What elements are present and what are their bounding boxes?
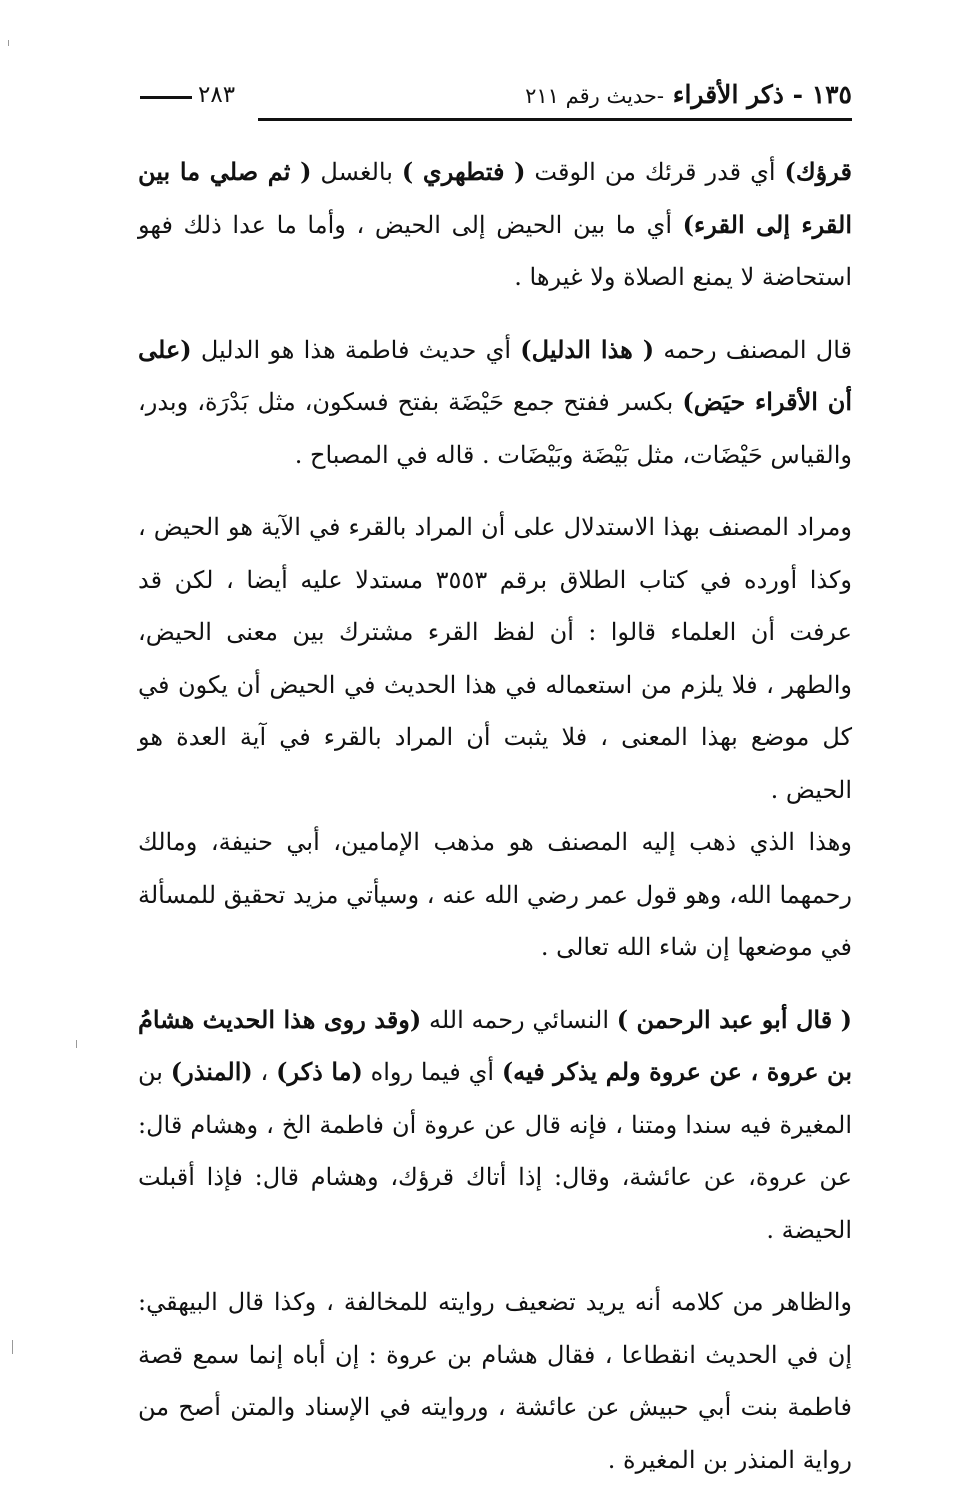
text-run: النسائي رحمه الله — [421, 1005, 617, 1034]
paragraph — [138, 501, 852, 816]
text-run: ( ثم صلي ما بين القرء إلى القرء) — [138, 157, 852, 239]
text-run: ( فتطهري ) — [401, 157, 526, 186]
text-run: بكسر ففتح جمع حَيْضَة بفتح فسكون، مثل بَدْرَة، وبدر، والقياس حَيْضَات، مثل بَيْضَة وبَيْضَات . قاله في المصباح . — [138, 388, 852, 469]
text-run: (على أن الأقراء حيَض) — [138, 334, 852, 416]
header-rule — [258, 118, 852, 121]
text-run: (المنذر) — [170, 1057, 253, 1086]
page-number: ٢٨٣ — [198, 82, 236, 108]
scan-mark — [12, 1340, 13, 1354]
text-run: (وقد روى هذا الحديث هشامُ بن عروة ، عن عروة ولم يذكر فيه) — [138, 1004, 852, 1086]
paragraph — [138, 816, 852, 974]
scan-mark — [76, 1040, 77, 1048]
text-run: أي قدر قرئك من الوقت — [525, 158, 785, 186]
text-run: وهذا الذي ذهب إليه المصنف هو مذهب الإمامين، أبي حنيفة، ومالك رحمهما الله، وهو قول عمر رضي الله عنه ، وسيأتي مزيد تحقيق للمسألة في موضعها إن شاء الله تعالى . — [138, 828, 852, 961]
text-run: أي ما بين الحيض إلى الحيض ، وأما ما عدا ذلك فهو استحاضة لا يمنع الصلاة ولا غيرها . — [138, 210, 852, 291]
paragraph — [138, 1276, 852, 1486]
paragraph — [138, 324, 852, 482]
text-run: ومراد المصنف بهذا الاستدلال على أن المراد بالقرء في الآية هو الحيض ، وكذا أورده في كتاب الطلاق برقم ٣٥٥٣ مستدلا عليه أيضا ، لكن قد عرفت أن العلماء قالوا : أن لفظ القرء مشترك بين معنى الحيض، والطهر ، فلا يلزم من استعماله في هذا الحديث في الحيض أن يكون في كل موضع بهذا المعنى ، فلا يثبت أن المراد بالقرء في آية العدة هو الحيض . — [138, 513, 852, 804]
text-run: ( هذا الدليل) — [520, 334, 655, 364]
running-header — [140, 80, 852, 124]
scan-mark — [8, 40, 9, 46]
text-run: ( قال أبو عبد الرحمن ) — [616, 1004, 852, 1034]
commentary-body — [138, 146, 852, 1486]
chapter-title — [525, 80, 852, 109]
text-run: قرؤك) — [784, 157, 852, 186]
hadith-number: -حديث رقم ٢١١ — [525, 84, 665, 108]
text-run: أي حديث فاطمة هذا هو الدليل — [191, 335, 521, 364]
text-run: بن المغيرة فيه سندا ومتنا ، فإنه قال عن عروة أن فاطمة الخ ، وهشام قال: عن عروة، عن عائشة، وقال: إذا أتاك قرؤك، وهشام قال: فإذا أقبلت الحيضة . — [138, 1058, 852, 1244]
paragraph — [138, 146, 852, 304]
text-run: أي فيما رواه — [362, 1058, 502, 1086]
text-run: والظاهر من كلامه أنه يريد تضعيف روايته للمخالفة ، وكذا قال البيهقي: إن في الحديث انقطاعا ، فقال هشام بن عروة : إن أباه إنما سمع قصة فاطمة بنت أبي حبيش عن عائشة ، وروايته في الإسناد والمتن أصح من رواية المنذر بن المغيرة . — [138, 1288, 853, 1474]
chapter-title-main: ١٣٥ - ذكر الأقراء — [672, 80, 852, 109]
text-run: قال المصنف رحمه — [654, 335, 852, 364]
text-run: بالغسل — [311, 158, 402, 186]
text-run: ، — [252, 1058, 277, 1086]
paragraph — [138, 994, 852, 1257]
text-run: (ما ذكر) — [276, 1057, 363, 1086]
page-number-rule — [140, 96, 192, 99]
